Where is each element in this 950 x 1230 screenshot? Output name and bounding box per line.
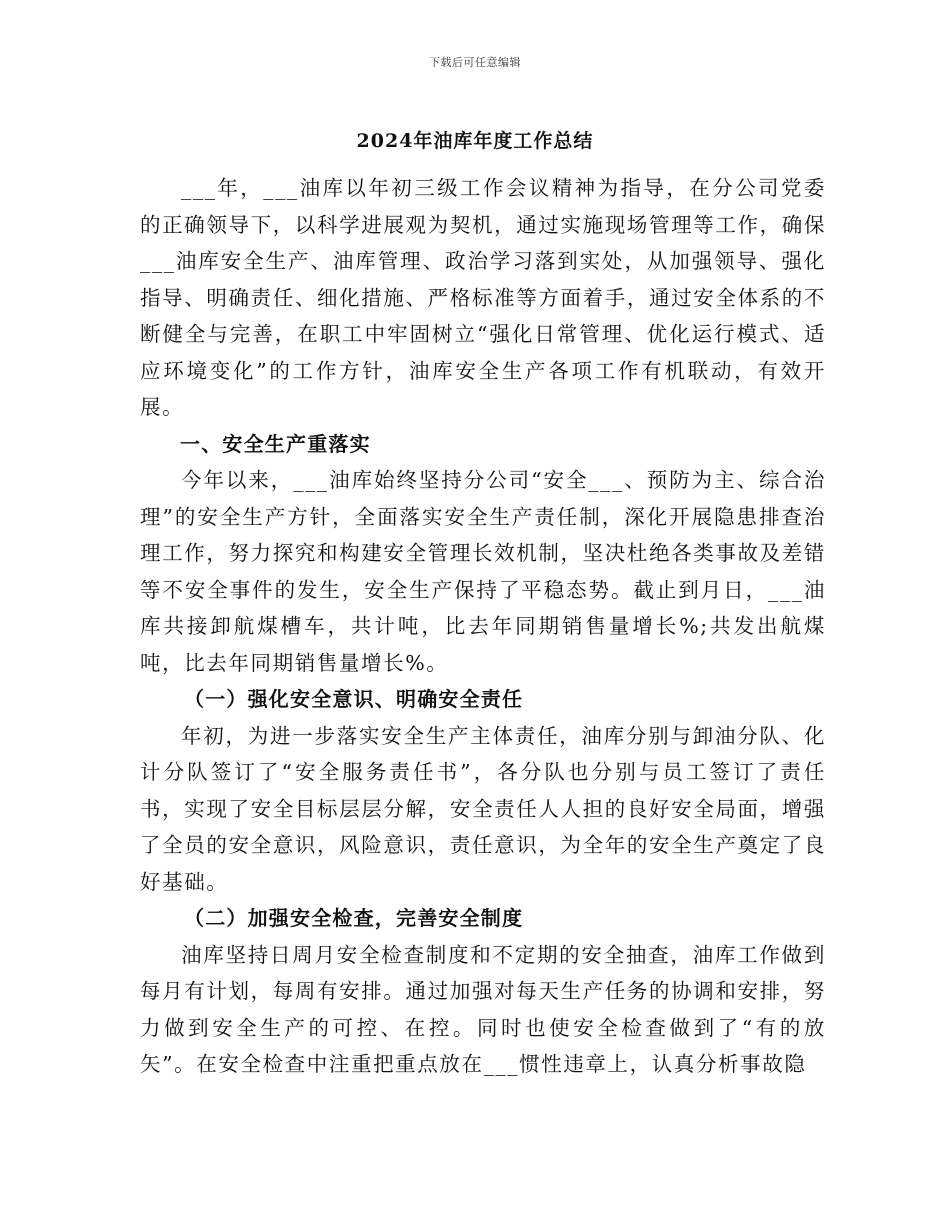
subsection-paragraph-awareness: 年初，为进一步落实安全生产主体责任，油库分别与卸油分队、化计分队签订了“安全服务责任书”，各分队也分别与员工签订了责任书，实现了安全目标层层分解，安全责任人人担的良好安全局面，增强了全员的安全意识，风险意识，责任意识，为全年的安全生产奠定了良好基础。 bbox=[140, 723, 826, 894]
subsection-paragraph-inspection: 油库坚持日周月安全检查制度和不定期的安全抽查，油库工作做到每月有计划，每周有安排。通过加强对每天生产任务的协调和安排，努力做到安全生产的可控、在控。同时也使安全检查做到了“有的放矢”。在安全检查中注重把重点放在___惯性违章上，认真分析事故隐 bbox=[140, 942, 826, 1076]
document-body bbox=[140, 170, 826, 1083]
section-paragraph-safety: 今年以来，___油库始终坚持分公司“安全___、预防为主、综合治理”的安全生产方针，全面落实安全生产责任制，深化开展隐患排查治理工作，努力探究和构建安全管理长效机制，坚决杜绝各类事故及差错等不安全事件的发生，安全生产保持了平稳态势。截止到月日，___油库共接卸航煤槽车，共计吨，比去年同期销售量增长%;共发出航煤吨，比去年同期销售量增长%。 bbox=[140, 468, 826, 675]
section-heading-safety: 一、安全生产重落实 bbox=[180, 431, 371, 456]
subsection-heading-inspection: （二）加强安全检查，完善安全制度 bbox=[184, 906, 524, 930]
subsection-heading-awareness: （一）强化安全意识、明确安全责任 bbox=[184, 687, 524, 711]
document-title: 2024年油库年度工作总结 bbox=[356, 130, 594, 152]
intro-paragraph: ___年，___油库以年初三级工作会议精神为指导，在分公司党委的正确领导下，以科学进展观为契机，通过实施现场管理等工作，确保___油库安全生产、油库管理、政治学习落到实处，从加强领导、强化指导、明确责任、细化措施、严格标准等方面着手，通过安全体系的不断健全与完善，在职工中牢固树立“强化日常管理、优化运行模式、适应环境变化”的工作方针，油库安全生产各项工作有机联动，有效开展。 bbox=[140, 176, 826, 419]
header-note: 下载后可任意编辑 bbox=[429, 56, 521, 69]
